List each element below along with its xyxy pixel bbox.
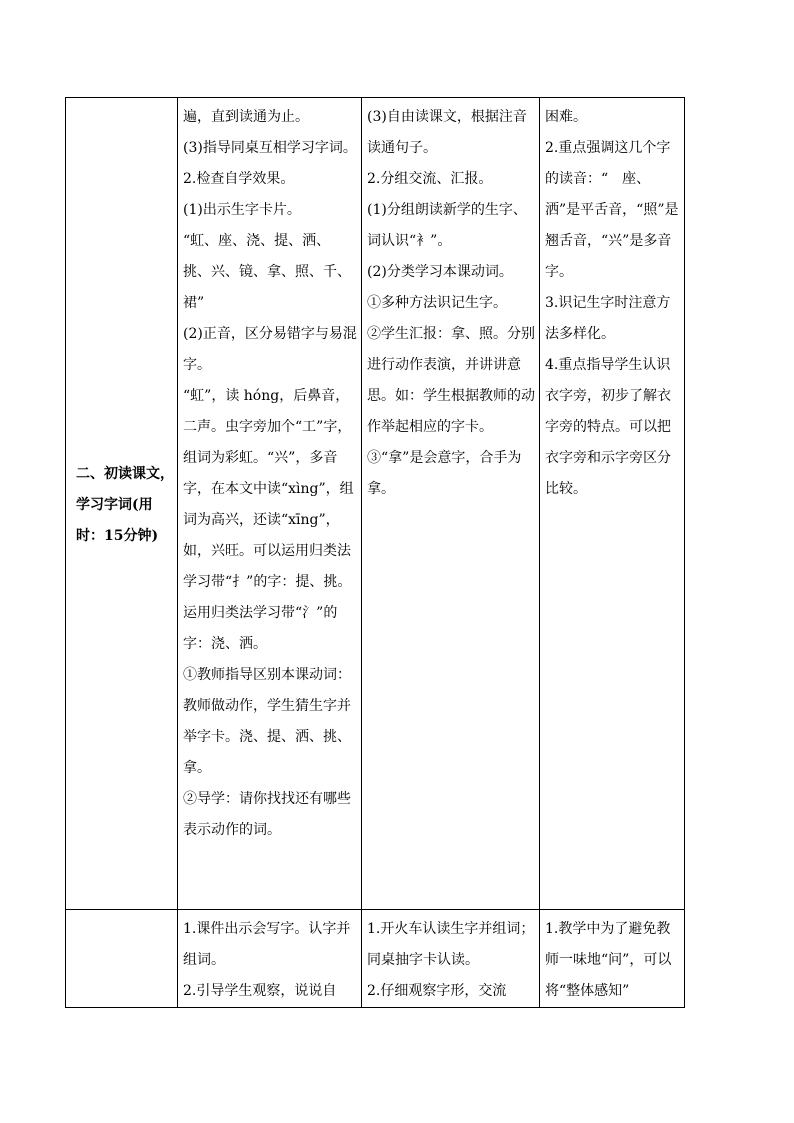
notes-cell xyxy=(540,98,685,910)
teacher-line: “虹、座、浇、提、洒、挑、兴、镜、拿、照、千、裙” xyxy=(183,233,351,311)
teacher-activity-cell xyxy=(178,910,362,1008)
note-line: 3.识记生字时注意方法多样化。 xyxy=(545,295,671,342)
student-line: ②学生汇报：拿、照。分别进行动作表演，并讲讲意思。如：学生根据教师的动作举起相应的字卡。 xyxy=(367,326,535,435)
teacher-line: (2)正音，区分易错字与易混字。 xyxy=(183,326,357,373)
table-row xyxy=(66,98,685,910)
teacher-line: “虹”，读 hóng，后鼻音，二声。虫字旁加个“工”字，组词为彩虹。“兴”，多音字，在本文中读“xìng”，组词为高兴，还读“xīng”，如，兴旺。可以运用归类法学习带“扌”的字：提、挑。 运用归类法学习带“氵”的字：浇、洒。 xyxy=(183,388,359,652)
notes-cell xyxy=(540,910,685,1008)
teacher-line: 2.引导学生观察，说说自 xyxy=(183,983,337,999)
teacher-activity-cell xyxy=(178,98,362,910)
note-line: 困难。 xyxy=(545,109,587,125)
note-line: 1.教学中为了避免教师一味地“问”，可以将“整体感知” xyxy=(545,921,672,999)
student-line: 1.开火车认读生字并组词；同桌抽字卡认读。 xyxy=(367,921,535,968)
teacher-line: (3)指导同桌互相学习字词。 xyxy=(183,140,357,156)
stage-label: 二、初读课文，学习字词(用时：15分钟) xyxy=(76,466,174,544)
teacher-line: 2.检查自学效果。 xyxy=(183,171,295,187)
student-line: ①多种方法识记生字。 xyxy=(367,295,507,311)
lesson-plan-table xyxy=(65,97,685,1008)
note-line: 2.重点强调这几个字的读音：“ 座、洒”是平舌音，“照”是翘舌音，“兴”是多音字。 xyxy=(545,140,679,280)
stage-cell xyxy=(66,910,178,1008)
student-line: (2)分类学习本课动词。 xyxy=(367,264,513,280)
stage-cell xyxy=(66,98,178,910)
teacher-line: ②导学：请你找找还有哪些表示动作的词。 xyxy=(183,791,351,838)
table-row xyxy=(66,910,685,1008)
student-activity-cell xyxy=(362,910,540,1008)
student-line: (1)分组朗读新学的生字、词认识“衤”。 xyxy=(367,202,527,249)
teacher-line: 1.课件出示会写字。认字并组词。 xyxy=(183,921,351,968)
teacher-line: ①教师指导区别本课动词：教师做动作，学生猜生字并举字卡。浇、提、洒、挑、拿。 xyxy=(183,667,351,776)
student-line: (3)自由读课文，根据注音读通句子。 xyxy=(367,109,527,156)
student-line: 2.分组交流、汇报。 xyxy=(367,171,493,187)
student-activity-cell xyxy=(362,98,540,910)
teacher-line: 遍，直到读通为止。 xyxy=(183,109,309,125)
teacher-line: (1)出示生字卡片。 xyxy=(183,202,301,218)
note-line: 4.重点指导学生认识衣字旁，初步了解衣字旁的特点。可以把衣字旁和示字旁区分比较。 xyxy=(545,357,671,497)
student-line: ③“拿”是会意字，合手为拿。 xyxy=(367,450,522,497)
student-line: 2.仔细观察字形，交流 xyxy=(367,983,507,999)
